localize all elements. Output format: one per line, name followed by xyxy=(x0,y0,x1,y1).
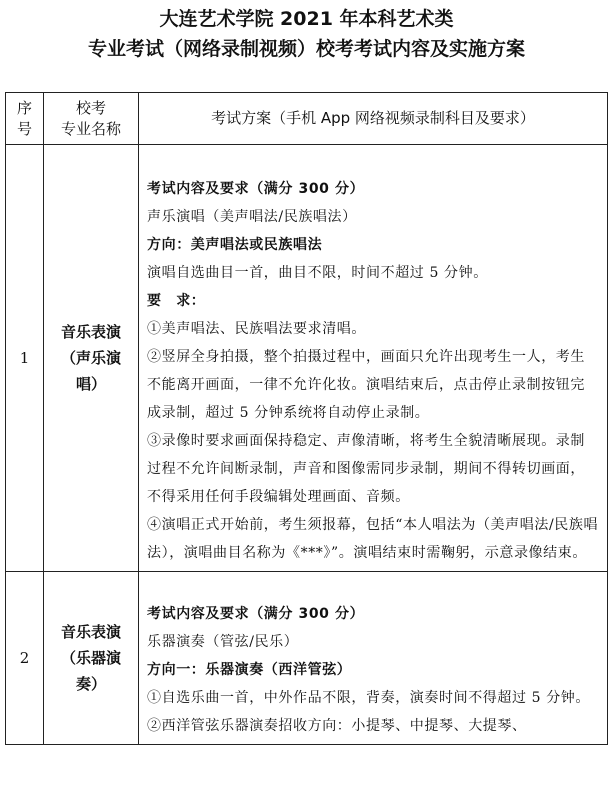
table-header-row xyxy=(6,93,608,145)
plan-heading: 考试内容及要求（满分 300 分） xyxy=(147,606,365,622)
plan-paragraph: 乐器演奏（管弦/民乐） xyxy=(147,634,299,650)
row-serial-number: 1 xyxy=(6,145,44,572)
exam-plan-content xyxy=(139,145,607,571)
plan-heading: 考试内容及要求（满分 300 分） xyxy=(147,181,365,197)
major-name-line: 唱） xyxy=(75,375,106,393)
plan-paragraph: ①自选乐曲一首，中外作品不限，背奏，演奏时间不得超过 5 分钟。 xyxy=(147,690,591,706)
row-major-name xyxy=(44,572,139,745)
row-exam-plan xyxy=(139,145,608,572)
plan-paragraph: 声乐演唱（美声唱法/民族唱法） xyxy=(147,209,357,225)
row-major-name xyxy=(44,145,139,572)
row-exam-plan xyxy=(139,572,608,745)
header-major-line-2: 专业名称 xyxy=(60,119,121,138)
row-serial-number: 2 xyxy=(6,572,44,745)
header-major-line-1: 校考 xyxy=(75,98,106,117)
plan-paragraph: ①美声唱法、民族唱法要求清唱。 xyxy=(147,321,366,337)
major-name-line: （乐器演 xyxy=(60,649,121,667)
plan-paragraph: ③录像时要求画面保持稳定、声像清晰，将考生全貌清晰展现。录制过程不允许间断录制，声音和图像需同步录制，期间不得转切画面，不得采用任何手段编辑处理画面、音频。 xyxy=(147,433,585,505)
exam-plan-table xyxy=(5,92,608,745)
plan-heading: 要 求： xyxy=(147,293,206,309)
plan-paragraph: ④演唱正式开始前，考生须报幕，包括“本人唱法为（美声唱法/民族唱法），演唱曲目名称为《***》”。演唱结束时需鞠躬，示意录像结束。 xyxy=(147,517,599,561)
major-name-line: 奏） xyxy=(75,675,106,693)
plan-paragraph: ②西洋管弦乐器演奏招收方向：小提琴、中提琴、大提琴、 xyxy=(147,718,527,734)
title-line-1: 大连艺术学院 2021 年本科艺术类 xyxy=(159,8,454,30)
title-line-2: 专业考试（网络录制视频）校考考试内容及实施方案 xyxy=(87,38,525,60)
header-serial-line-2: 号 xyxy=(16,119,32,138)
header-exam-plan: 考试方案（手机 App 网络视频录制科目及要求） xyxy=(139,93,608,145)
major-name-line: 音乐表演 xyxy=(60,323,121,341)
header-major-name xyxy=(44,93,139,145)
plan-paragraph: 演唱自选曲目一首，曲目不限，时间不超过 5 分钟。 xyxy=(147,265,488,281)
plan-heading: 方向一：乐器演奏（西洋管弦） xyxy=(147,662,352,678)
exam-plan-content xyxy=(139,572,607,744)
header-serial-number xyxy=(6,93,44,145)
table-row xyxy=(6,572,608,745)
table-row xyxy=(6,145,608,572)
major-name-line: （声乐演 xyxy=(60,349,121,367)
plan-heading: 方向：美声唱法或民族唱法 xyxy=(147,237,323,253)
header-serial-line-1: 序 xyxy=(16,98,32,117)
plan-paragraph: ②竖屏全身拍摄，整个拍摄过程中，画面只允许出现考生一人，考生不能离开画面，一律不允许化妆。演唱结束后，点击停止录制按钮完成录制，超过 5 分钟系统将自动停止录制。 xyxy=(147,349,585,421)
major-name-line: 音乐表演 xyxy=(60,623,121,641)
